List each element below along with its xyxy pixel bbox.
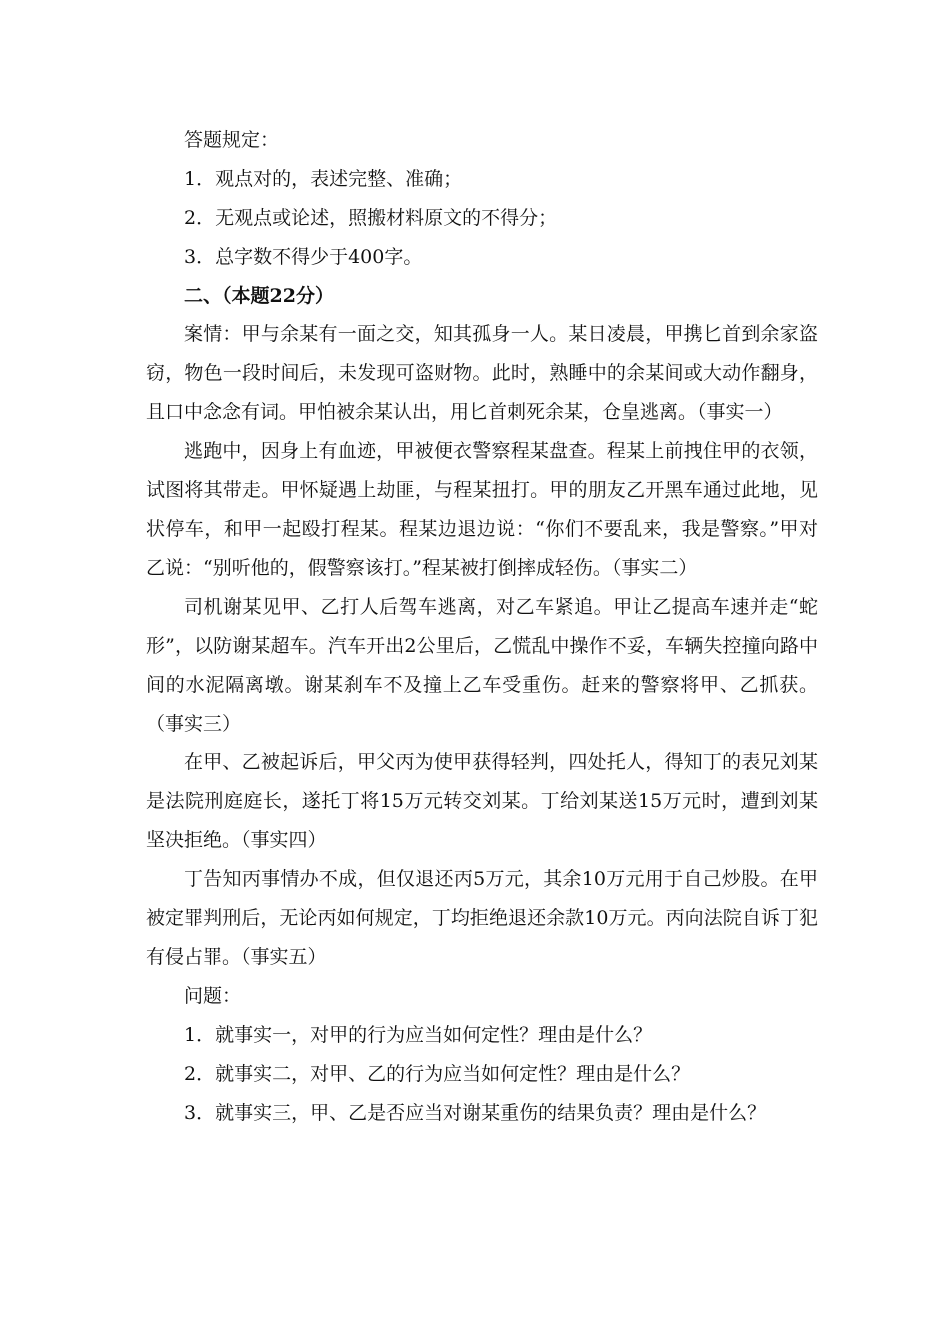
rule-item: 3．总字数不得少于400字。	[184, 245, 423, 268]
case-paragraph-fact1: 案情：甲与余某有一面之交，知其孤身一人。某日凌晨，甲携匕首到余家盗窃，物色一段时间后，未发现可盗财物。此时，熟睡中的余某间或大动作翻身，且口中念念有词。甲怕被余某认出，用匕首刺死余某，仓皇逃离。（事实一）	[146, 323, 818, 424]
questions-heading: 问题：	[184, 984, 242, 1007]
case-paragraph-fact3: 司机谢某见甲、乙打人后驾车逃离，对乙车紧追。甲让乙提高车速并走“蛇形”，以防谢某超车。汽车开出2公里后，乙慌乱中操作不妥，车辆失控撞向路中间的水泥隔离墩。谢某刹车不及撞上乙车受重伤。赶来的警察将甲、乙抓获。（事实三）	[146, 595, 818, 735]
question-item: 1．就事实一，对甲的行为应当如何定性？理由是什么？	[184, 1023, 653, 1046]
section-heading: 二、（本题22分）	[184, 284, 334, 307]
case-paragraph-fact2: 逃跑中，因身上有血迹，甲被便衣警察程某盘查。程某上前拽住甲的衣领，试图将其带走。甲怀疑遇上劫匪，与程某扭打。甲的朋友乙开黑车通过此地，见状停车，和甲一起殴打程某。程某边退边说：“你们不要乱来，我是警察。”甲对乙说：“别听他的，假警察该打。”程某被打倒摔成轻伤。（事实二）	[146, 440, 818, 579]
document-content	[146, 121, 818, 1132]
question-item: 2．就事实二，对甲、乙的行为应当如何定性？理由是什么？	[184, 1062, 691, 1085]
question-item: 3．就事实三，甲、乙是否应当对谢某重伤的结果负责？理由是什么？	[184, 1101, 767, 1124]
case-paragraph-fact5: 丁告知丙事情办不成，但仅退还丙5万元，其余10万元用于自己炒股。在甲被定罪判刑后，无论丙如何规定，丁均拒绝退还余款10万元。丙向法院自诉丁犯有侵占罪。（事实五）	[146, 868, 818, 968]
rule-item: 1．观点对的，表述完整、准确；	[184, 167, 463, 190]
case-paragraph-fact4: 在甲、乙被起诉后，甲父丙为使甲获得轻判，四处托人，得知丁的表兄刘某是法院刑庭庭长，遂托丁将15万元转交刘某。丁给刘某送15万元时，遭到刘某坚决拒绝。（事实四）	[146, 751, 818, 852]
rules-heading: 答题规定：	[184, 129, 280, 151]
rule-item: 2．无观点或论述，照搬材料原文的不得分；	[184, 206, 558, 229]
